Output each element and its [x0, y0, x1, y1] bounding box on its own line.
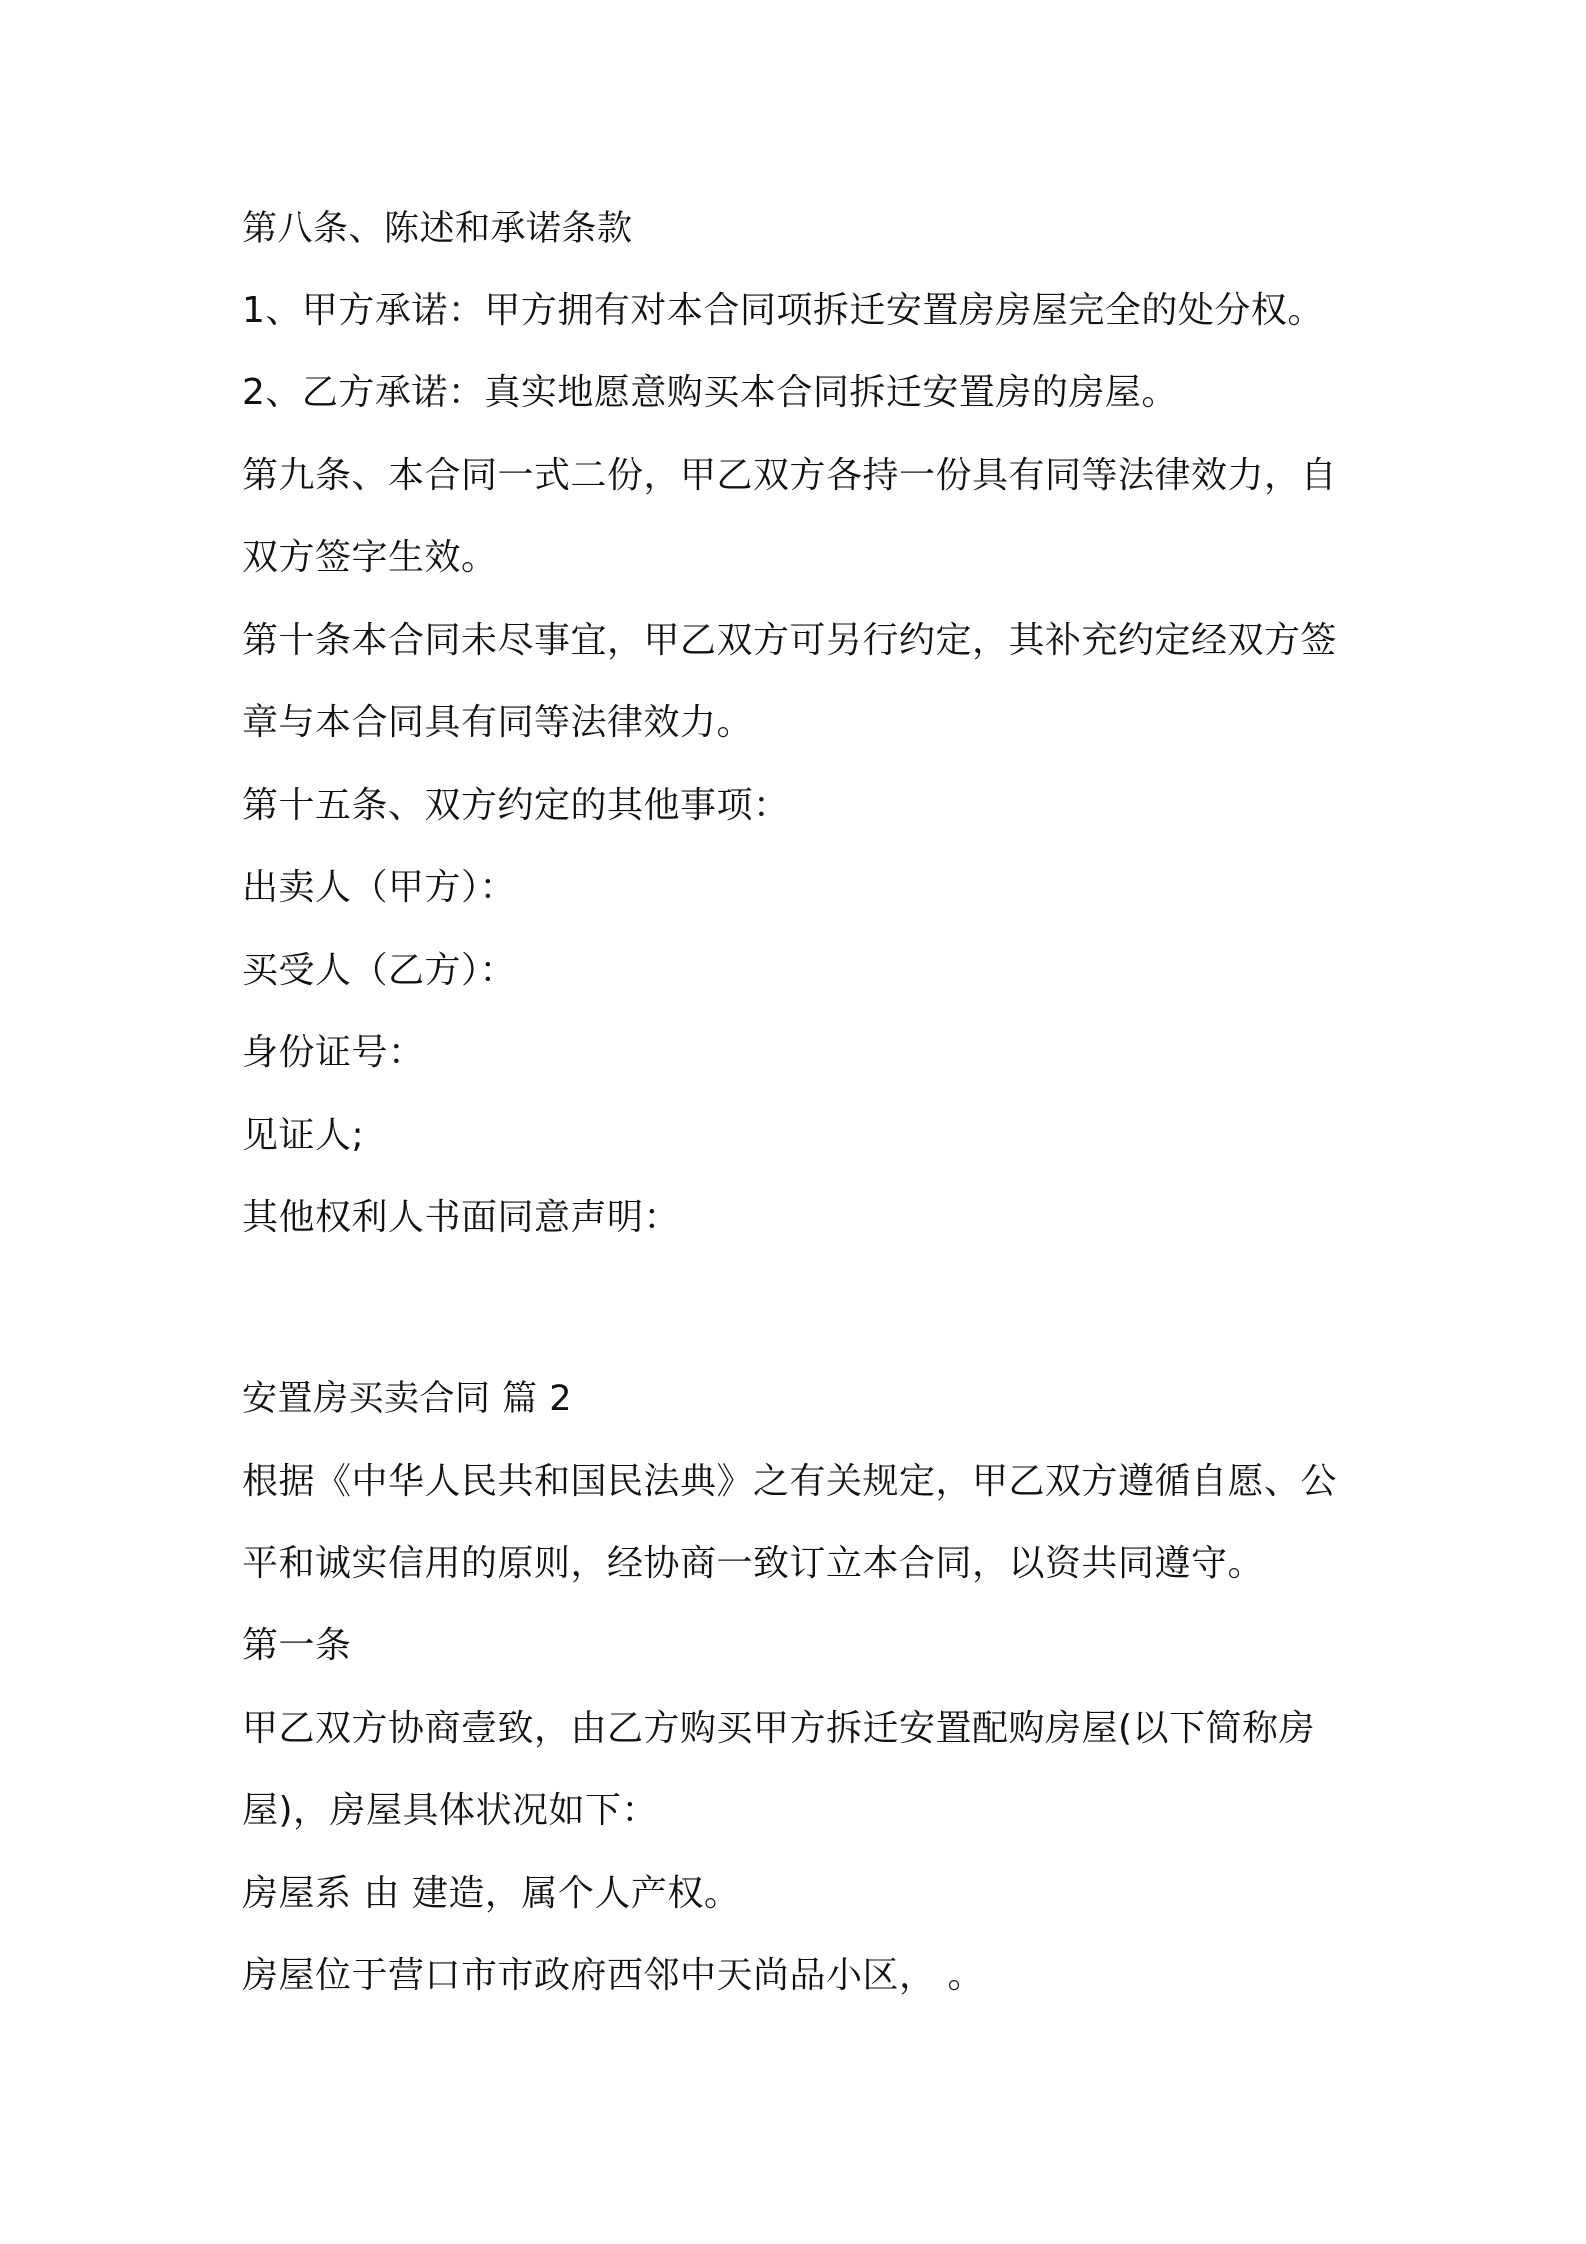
article-10-line-1: 第十条本合同未尽事宜，甲乙双方可另行约定，其补充约定经双方签	[242, 620, 1338, 661]
party-a-commitment: 1、甲方承诺：甲方拥有对本合同项拆迁安置房房屋完全的处分权。	[242, 290, 1324, 331]
article-1-heading: 第一条	[242, 1625, 352, 1666]
article-9-line-2: 双方签字生效。	[242, 537, 498, 578]
article-15-heading: 第十五条、双方约定的其他事项：	[242, 785, 790, 826]
article-1-line-1: 甲乙双方协商壹致，由乙方购买甲方拆迁安置配购房屋(以下简称房	[242, 1708, 1316, 1749]
section-2-title: 安置房买卖合同 篇 2	[242, 1379, 573, 1419]
property-location: 房屋位于营口市市政府西邻中天尚品小区， 。	[242, 1955, 984, 1996]
article-10-line-2: 章与本合同具有同等法律效力。	[242, 702, 754, 743]
buyer-label: 买受人（乙方）：	[242, 950, 517, 991]
article-1-line-2: 屋)，房屋具体状况如下：	[242, 1790, 659, 1831]
seller-label: 出卖人（甲方）：	[242, 867, 517, 908]
id-number-label: 身份证号：	[242, 1032, 425, 1073]
consent-statement-label: 其他权利人书面同意声明：	[242, 1197, 681, 1238]
preamble-line-2: 平和诚实信用的原则，经协商一致订立本合同，以资共同遵守。	[242, 1543, 1265, 1584]
preamble-line-1: 根据《中华人民共和国民法典》之有关规定，甲乙双方遵循自愿、公	[242, 1461, 1338, 1502]
article-8-heading: 第八条、陈述和承诺条款	[242, 209, 633, 249]
article-9-line-1: 第九条、本合同一式二份，甲乙双方各持一份具有同等法律效力，自	[242, 455, 1338, 496]
party-b-commitment: 2、乙方承诺：真实地愿意购买本合同拆迁安置房的房屋。	[242, 372, 1178, 413]
property-construction: 房屋系 由 建造，属个人产权。	[242, 1873, 741, 1914]
witness-label: 见证人;	[242, 1115, 365, 1156]
